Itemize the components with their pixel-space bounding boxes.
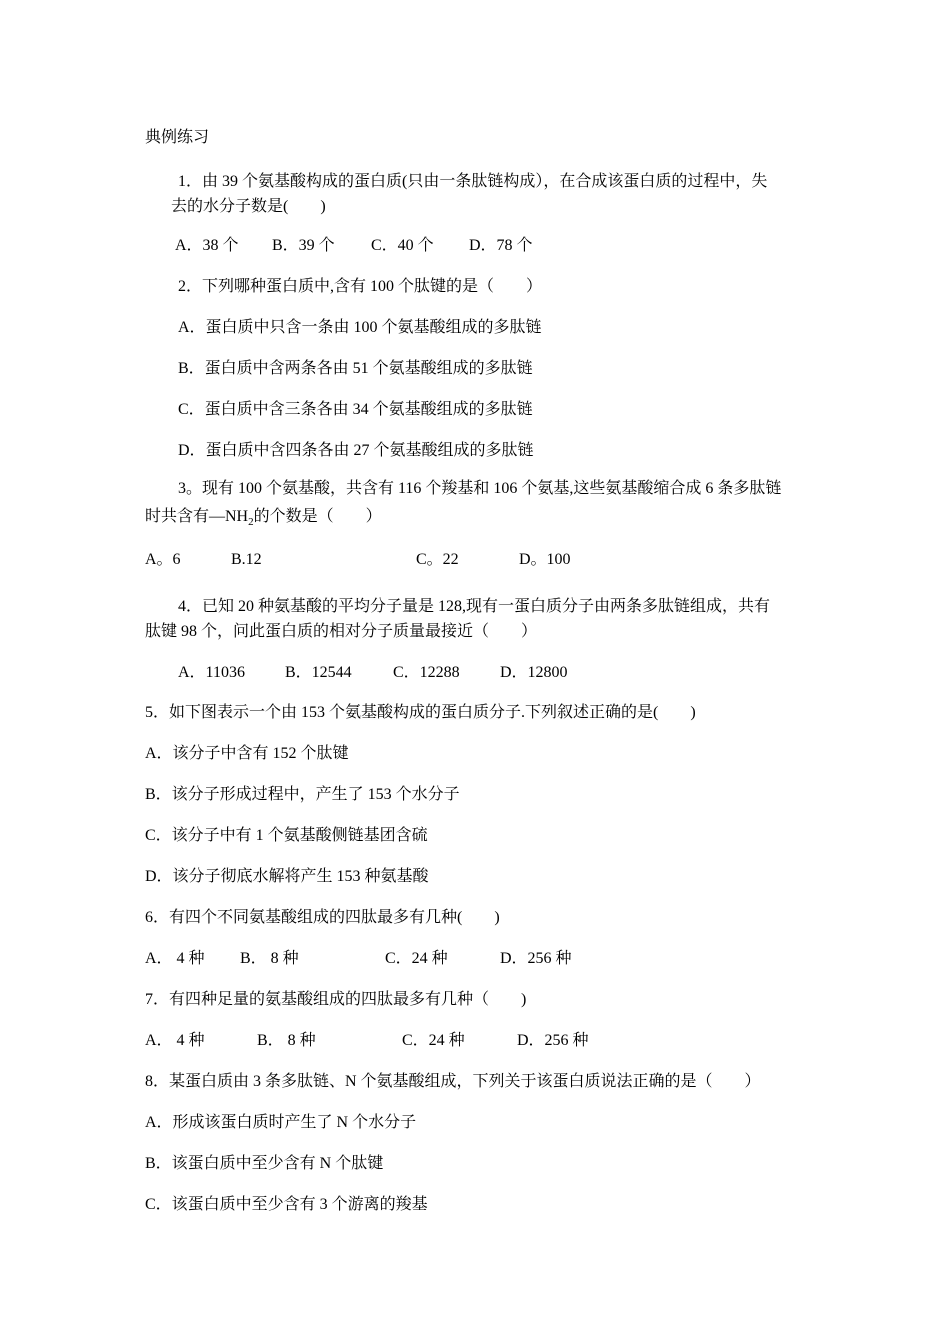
question-4-line-1: 4．已知 20 种氨基酸的平均分子量是 128,现有一蛋白质分子由两条多肽链组成，共有 [178,598,771,615]
question-1-option-d: D．78 个 [469,237,533,254]
question-3-line-1: 3。现有 100 个氨基酸，共含有 116 个羧基和 106 个氨基,这些氨基酸缩合成 6 条多肽链 [178,480,782,497]
question-1-line-1: 1．由 39 个氨基酸构成的蛋白质(只由一条肽链构成），在合成该蛋白质的过程中，失 [178,173,768,190]
question-8-option-c: C．该蛋白质中至少含有 3 个游离的羧基 [145,1196,428,1213]
question-5-option-b: B．该分子形成过程中，产生了 153 个水分子 [145,786,460,803]
question-5-option-a: A．该分子中含有 152 个肽键 [145,745,349,762]
nh2-subscript: 2 [248,516,254,529]
question-7-option-b: B． 8 种 [257,1032,316,1049]
question-6-option-a: A． 4 种 [145,950,205,967]
question-4-option-a: A．11036 [178,664,245,681]
question-3-option-b: B.12 [231,551,262,568]
question-6-option-c: C．24 种 [385,950,448,967]
section-heading: 典例练习 [145,129,210,146]
question-1-option-b: B．39 个 [272,237,335,254]
question-6-option-d: D．256 种 [500,950,572,967]
question-2-line-1: 2．下列哪种蛋白质中,含有 100 个肽键的是（ ） [178,278,543,295]
question-1-line-2: 去的水分子数是( ) [171,198,326,215]
question-2-option-d: D．蛋白质中含四条各由 27 个氨基酸组成的多肽链 [178,442,534,459]
question-6-option-b: B． 8 种 [240,950,299,967]
question-1-option-c: C．40 个 [371,237,434,254]
question-5-option-d: D．该分子彻底水解将产生 153 种氨基酸 [145,868,429,885]
question-8-option-a: A．形成该蛋白质时产生了 N 个水分子 [145,1114,417,1131]
question-3-text-post: 的个数是（ ） [253,508,382,525]
question-8-option-b: B．该蛋白质中至少含有 N 个肽键 [145,1155,384,1172]
question-2-option-c: C．蛋白质中含三条各由 34 个氨基酸组成的多肽链 [178,401,533,418]
question-5-line-1: 5．如下图表示一个由 153 个氨基酸构成的蛋白质分子.下列叙述正确的是( ) [145,704,696,721]
question-4-option-d: D．12800 [500,664,568,681]
question-6-line-1: 6．有四个不同氨基酸组成的四肽最多有几种( ) [145,909,500,926]
question-3-text-pre: 时共含有—NH [145,508,249,525]
question-2-option-a: A．蛋白质中只含一条由 100 个氨基酸组成的多肽链 [178,319,542,336]
question-3-line-2 [145,507,382,527]
question-4-option-b: B．12544 [285,664,352,681]
question-4-line-2: 肽键 98 个，问此蛋白质的相对分子质量最接近（ ） [145,623,538,640]
question-7-option-d: D．256 种 [517,1032,589,1049]
question-7-option-a: A． 4 种 [145,1032,205,1049]
question-7-option-c: C．24 种 [402,1032,465,1049]
question-3-option-c: C。22 [416,551,459,568]
question-2-option-b: B．蛋白质中含两条各由 51 个氨基酸组成的多肽链 [178,360,533,377]
question-1-option-a: A．38 个 [175,237,239,254]
question-5-option-c: C．该分子中有 1 个氨基酸侧链基团含硫 [145,827,428,844]
question-3-option-d: D。100 [519,551,571,568]
question-7-line-1: 7．有四种足量的氨基酸组成的四肽最多有几种（ ) [145,991,527,1008]
question-4-option-c: C．12288 [393,664,460,681]
question-3-option-a: A。6 [145,551,181,568]
question-8-line-1: 8．某蛋白质由 3 条多肽链、N 个氨基酸组成，下列关于该蛋白质说法正确的是（ ） [145,1073,761,1090]
